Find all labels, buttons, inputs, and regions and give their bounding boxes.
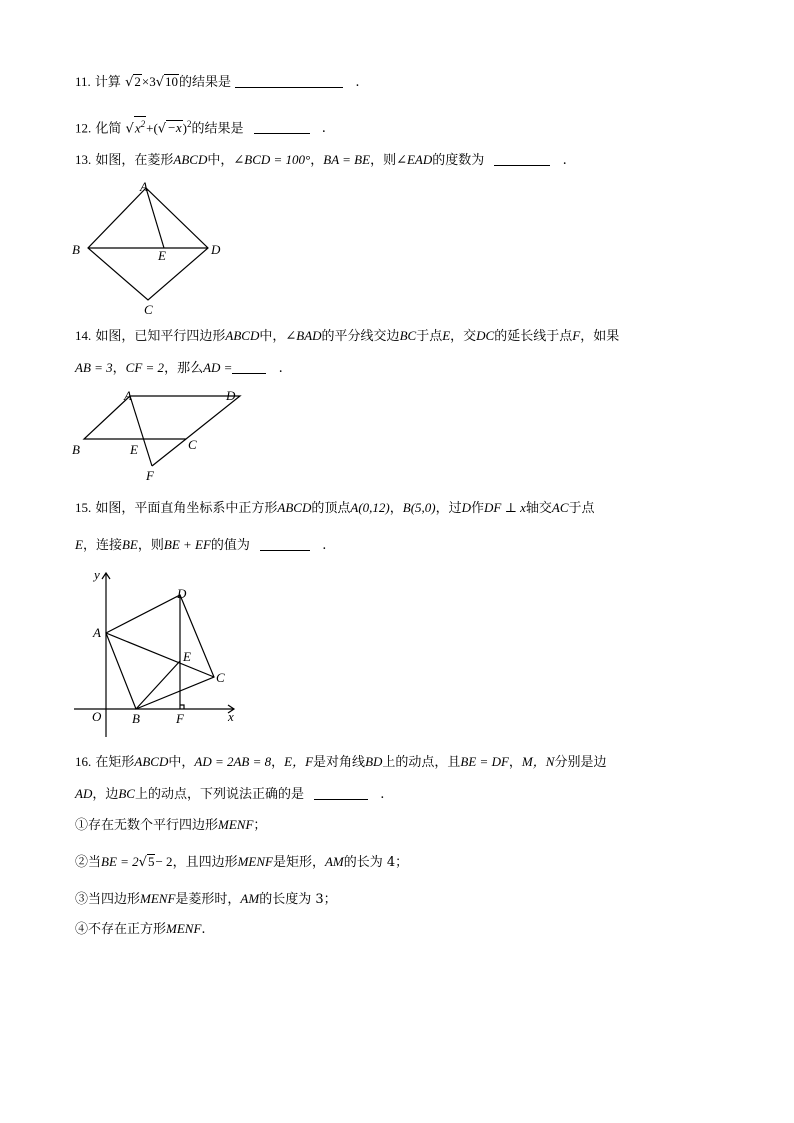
answer-blank[interactable] [494,151,550,166]
question-14-line2: AB = 3，CF = 2，那么AD = . [75,360,283,376]
question-15: 15. 如图，平面直角坐标系中正方形ABCD的顶点A(0,12)，B(5,0)，过D作DF ⊥ x轴交AC于点 [75,500,595,516]
question-16: 16. 在矩形ABCD中，AD = 2AB = 8，E，F是对角线BD上的动点，且BE = DF，M，N分别是边 [75,754,607,770]
question-15-line2: E，连接BE，则BE + EF的值为 . [75,537,327,553]
option-3: ③当四边形MENF是菱形时，AM的长度为 3； [75,891,337,907]
label-A: A [93,625,101,640]
label-y: y [94,567,100,582]
coordinate-square-figure [66,565,251,740]
option-1: ①存在无数个平行四边形MENF； [75,817,267,833]
label-B: B [72,442,80,457]
label-A: A [140,179,148,194]
rhombus-figure [66,178,236,318]
question-13: 13. 如图，在菱形ABCD中，∠BCD = 100°，BA = BE，则∠EAD的度数为 . [75,152,567,168]
label-D: D [226,388,236,403]
label-E: E [130,442,138,457]
option-2: ②当BE = 2√5− 2，且四边形MENF是矩形，AM的长为 4； [75,854,409,870]
label-C: C [188,437,197,452]
label-E: E [158,248,166,263]
label-F: F [176,711,184,726]
label-C: C [144,302,153,317]
question-16-line2: AD，边BC上的动点，下列说法正确的是 . [75,786,385,802]
label-B: B [132,711,140,726]
label-D: D [211,242,221,257]
answer-blank[interactable] [254,119,310,134]
label-O: O [92,709,102,724]
answer-blank[interactable] [235,73,343,88]
question-14: 14. 如图，已知平行四边形ABCD中，∠BAD的平分线交边BC于点E，交DC的延长线于点F，如果 [75,328,620,344]
label-F: F [146,468,154,483]
label-D: D [177,586,187,601]
answer-blank[interactable] [232,359,266,374]
answer-blank[interactable] [314,785,368,800]
option-4: ④不存在正方形MENF. [75,921,206,937]
label-E: E [183,649,191,664]
question-12: 12. 化简 $√x^2+(√-x)^2$的结果是 . [75,114,326,139]
answer-blank[interactable] [260,536,310,551]
label-x: x [228,709,234,724]
label-C: C [216,670,225,685]
parallelogram-figure [66,384,256,484]
question-11: 11. 计算 √2×3√10的结果是 . [75,74,360,90]
label-B: B [72,242,80,257]
label-A: A [124,388,132,403]
